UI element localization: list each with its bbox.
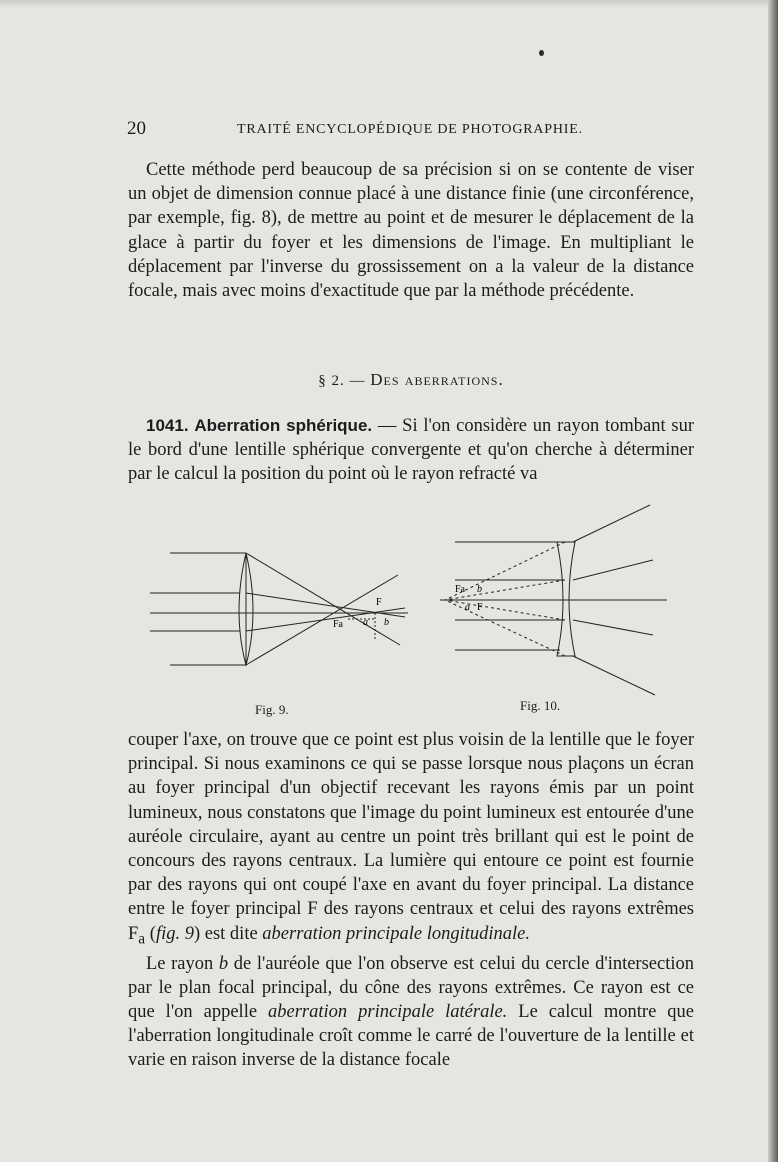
- section-heading: [128, 370, 694, 390]
- fig9-label-a: a: [363, 617, 368, 628]
- figure-9-converging-lens: [150, 545, 410, 670]
- lens-outline: [557, 542, 575, 656]
- fig9-label-b: b: [384, 617, 389, 628]
- figure-10-caption: Fig. 10.: [520, 698, 561, 713]
- running-title: TRAITÉ ENCYCLOPÉDIQUE DE PHOTOGRAPHIE.: [237, 122, 583, 137]
- ink-speck: [539, 50, 544, 56]
- fig9-label-Fa: Fa: [333, 619, 343, 630]
- figure-9-caption: Fig. 9.: [255, 702, 289, 717]
- figure-10-drawing: [435, 500, 670, 700]
- text-run: Le rayon: [146, 953, 219, 974]
- text-run: (: [145, 923, 156, 944]
- refracted-central-ray-lower: [246, 608, 405, 631]
- refracted-ray-upper: [573, 560, 653, 580]
- continuation-paragraph-2: [128, 952, 694, 1073]
- page-top-shadow: [0, 0, 778, 8]
- refracted-ray-lower: [573, 620, 653, 635]
- text-run: couper l'axe, on trouve que ce point est plus voisin de la lentille que le foyer principal. Si nous examinons ce qui se passe lorsque nous plaçons un écran au foyer principal d'un objectif recevant les rayons émis par un point lumineux, nous constatons que l'image du point lumineux est entourée d'une auréole circulaire, ayant au centre un point très brillant qui est le point de concours des rayons centraux. La lumière qui entoure ce point est fournie par des rayons qui ont coupé l'axe en avant du foyer principal. La distance entre le foyer principal F des rayons centraux et celui des rayons extrêmes F: [128, 730, 694, 944]
- paragraph-text: — Si l'on considère un rayon tombant sur le bord d'une lentille sphérique convergente et qu'on cherche à déterminer par le calcul la position du point où le rayon refracté va: [128, 416, 694, 485]
- continuation-paragraph-1: [128, 728, 694, 952]
- continuation-block: [128, 728, 694, 1073]
- paragraph-1041: [128, 414, 694, 487]
- text-run: de l'auréole que l'on observe est celui du cercle d'intersection par le plan focal principal, du cône des rayons extrêmes. Ce rayon est ce que l'on appelle: [128, 953, 694, 1022]
- page-number: 20: [127, 118, 146, 139]
- figure-10-diverging-lens: [435, 500, 670, 700]
- fig10-label-Fa: Fa: [455, 584, 465, 595]
- figure-9-drawing: [150, 545, 410, 670]
- fig9-label-F: F: [376, 597, 382, 608]
- variable-b: b: [218, 953, 229, 974]
- figure-reference: fig. 9: [155, 923, 194, 944]
- paragraph-1041-block: [128, 414, 694, 487]
- fig10-label-a: a: [465, 602, 470, 613]
- fig10-label-F: F: [477, 602, 483, 613]
- section-prefix: § 2. —: [318, 373, 371, 389]
- term-lateral-aberration: aberration principale latérale.: [268, 1001, 508, 1022]
- term-longitudinal-aberration: aberration principale longitudinale.: [262, 923, 531, 944]
- refracted-ray-top: [573, 505, 650, 542]
- text-run: Le calcul montre que l'aberration longitudinale croît comme le carré de l'ouverture de la lentille et varie en raison inverse de la distance focale: [128, 1001, 694, 1071]
- paragraph-title: Aberration sphérique.: [194, 416, 373, 435]
- running-header: [127, 118, 697, 142]
- text-run: ) est dite: [193, 923, 263, 944]
- subscript-a: a: [138, 930, 146, 948]
- refracted-ray-bottom: [573, 656, 655, 695]
- intro-paragraph-block: [128, 158, 694, 303]
- paragraph-number: 1041.: [146, 416, 189, 435]
- book-binding-edge: [768, 0, 778, 1162]
- intro-paragraph: Cette méthode perd beaucoup de sa précision si on se contente de viser un objet de dimension connue placé à une distance finie (une circonférence, par exemple, fig. 8), de mettre au point et de mesurer le déplacement de la glace à partir du foyer et les dimensions de l'image. En multipliant le déplacement par l'inverse du grossissement on a la valeur de la distance focale, mais avec moins d'exactitude que par la méthode précédente.: [128, 160, 694, 302]
- fig10-label-b: b: [477, 584, 482, 595]
- section-title: Des aberrations.: [370, 370, 504, 389]
